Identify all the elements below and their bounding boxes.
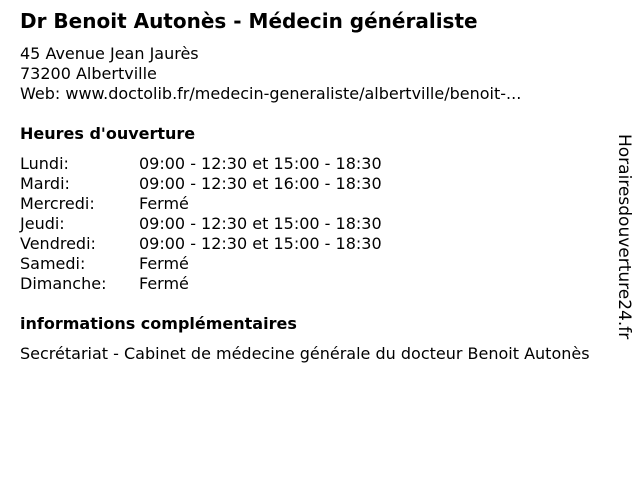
address-block (20, 44, 521, 104)
additional-info-text: Secrétariat - Cabinet de médecine générale du docteur Benoit Autonès (20, 344, 590, 363)
page-title: Dr Benoit Autonès - Médecin généraliste (20, 9, 478, 33)
day-hours: 09:00 - 12:30 et 15:00 - 18:30 (139, 214, 382, 233)
day-label: Samedi: (20, 254, 86, 273)
day-hours: Fermé (139, 254, 189, 273)
day-label: Mardi: (20, 174, 70, 193)
day-label: Lundi: (20, 154, 69, 173)
website-link[interactable]: Web: www.doctolib.fr/medecin-generaliste/albertville/benoit-... (20, 84, 522, 103)
day-hours: Fermé (139, 194, 189, 213)
day-label: Dimanche: (20, 274, 107, 293)
day-label: Vendredi: (20, 234, 96, 253)
day-hours: 09:00 - 12:30 et 15:00 - 18:30 (139, 154, 382, 173)
day-hours: 09:00 - 12:30 et 15:00 - 18:30 (139, 234, 382, 253)
address-city: 73200 Albertville (20, 64, 157, 83)
day-hours: Fermé (139, 274, 189, 293)
day-label: Jeudi: (20, 214, 65, 233)
day-hours: 09:00 - 12:30 et 16:00 - 18:30 (139, 174, 382, 193)
additional-info-heading: informations complémentaires (20, 314, 297, 333)
site-watermark: Horairesdouverture24.fr (614, 134, 634, 340)
day-label: Mercredi: (20, 194, 95, 213)
address-street: 45 Avenue Jean Jaurès (20, 44, 199, 63)
opening-hours-heading: Heures d'ouverture (20, 124, 196, 143)
